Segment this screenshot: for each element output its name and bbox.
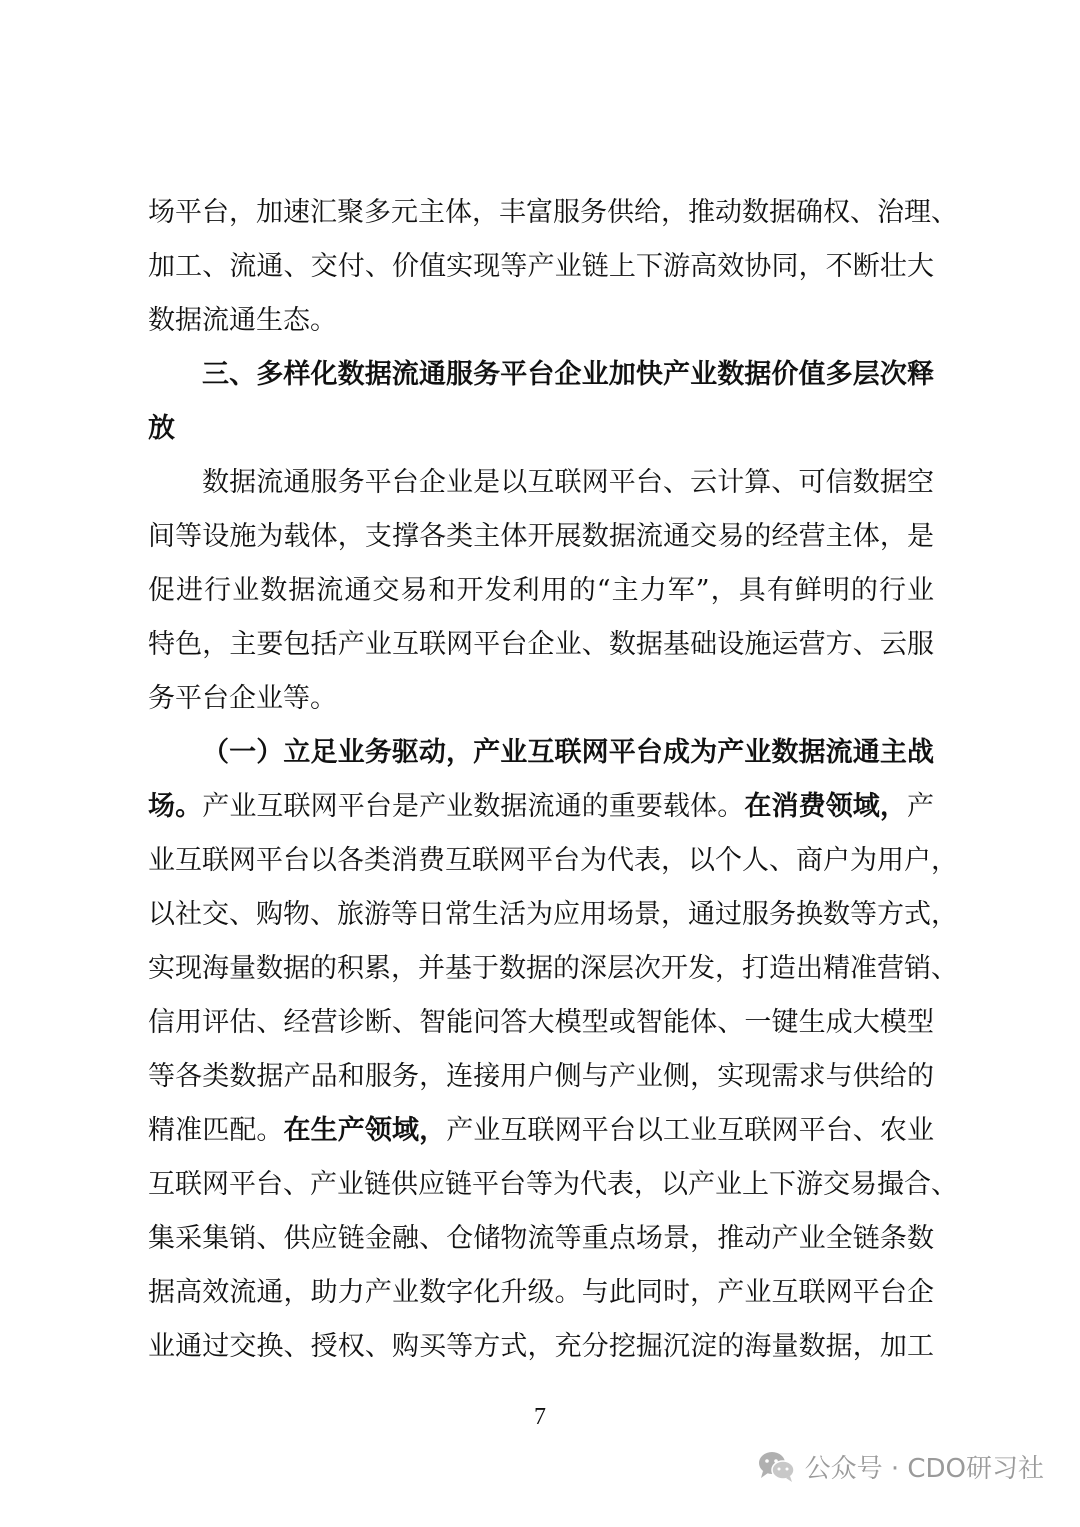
paragraph-line: 促进行业数据流通交易和开发利用的“主力军”，具有鲜明的行业: [148, 575, 934, 606]
paragraph-line: 务平台企业等。: [148, 683, 337, 714]
paragraph-line: 业通过交换、授权、购买等方式，充分挖掘沉淀的海量数据，加工: [148, 1331, 934, 1362]
paragraph-line: 加工、流通、交付、价值实现等产业链上下游高效协同，不断壮大: [148, 251, 934, 282]
emphasis-production: 在生产领域，: [283, 1115, 447, 1146]
paragraph-line: 互联网平台、产业链供应链平台等为代表，以产业上下游交易撮合、: [148, 1169, 958, 1200]
wechat-icon: [757, 1450, 797, 1484]
text-run: 产: [907, 791, 935, 822]
section-heading: 三、多样化数据流通服务平台企业加快产业数据价值多层次释: [202, 359, 934, 390]
paragraph-line: 信用评估、经营诊断、智能问答大模型或智能体、一键生成大模型: [148, 1007, 934, 1038]
paragraph-line: 据高效流通，助力产业数字化升级。与此同时，产业互联网平台企: [148, 1277, 934, 1308]
paragraph-line: 间等设施为载体，支撑各类主体开展数据流通交易的经营主体，是: [148, 521, 934, 552]
document-body: [148, 186, 958, 1374]
watermark: [757, 1448, 1044, 1485]
paragraph-line: 集采集销、供应链金融、仓储物流等重点场景，推动产业全链条数: [148, 1223, 934, 1254]
paragraph-line: 数据流通生态。: [148, 305, 337, 336]
watermark-text: 公众号 · CDO研习社: [804, 1454, 1044, 1484]
paragraph-line: 数据流通服务平台企业是以互联网平台、云计算、可信数据空: [202, 467, 934, 498]
paragraph-line: [148, 780, 934, 834]
subsection-heading: （一）立足业务驱动，产业互联网平台成为产业数据流通主战: [202, 737, 934, 768]
paragraph-line: 场平台，加速汇聚多元主体，丰富服务供给，推动数据确权、治理、: [148, 197, 958, 228]
paragraph-line: 以社交、购物、旅游等日常生活为应用场景，通过服务换数等方式，: [148, 899, 958, 930]
emphasis-consumer: 在消费领域，: [744, 791, 908, 822]
paragraph-line: 业互联网平台以各类消费互联网平台为代表，以个人、商户为用户，: [148, 845, 958, 876]
paragraph-line: 等各类数据产品和服务，连接用户侧与产业侧，实现需求与供给的: [148, 1061, 934, 1092]
text-run: 精准匹配。: [148, 1115, 284, 1146]
paragraph-line: 实现海量数据的积累，并基于数据的深层次开发，打造出精准营销、: [148, 953, 958, 984]
subsection-heading-end: 场。: [148, 791, 203, 822]
text-run: 产业互联网平台是产业数据流通的重要载体。: [202, 791, 745, 822]
paragraph-line: [148, 1104, 934, 1158]
page-number: 7: [534, 1404, 546, 1430]
text-run: 产业互联网平台以工业互联网平台、农业: [446, 1115, 935, 1146]
section-heading-cont: 放: [148, 413, 175, 444]
paragraph-line: 特色，主要包括产业互联网平台企业、数据基础设施运营方、云服: [148, 629, 934, 660]
